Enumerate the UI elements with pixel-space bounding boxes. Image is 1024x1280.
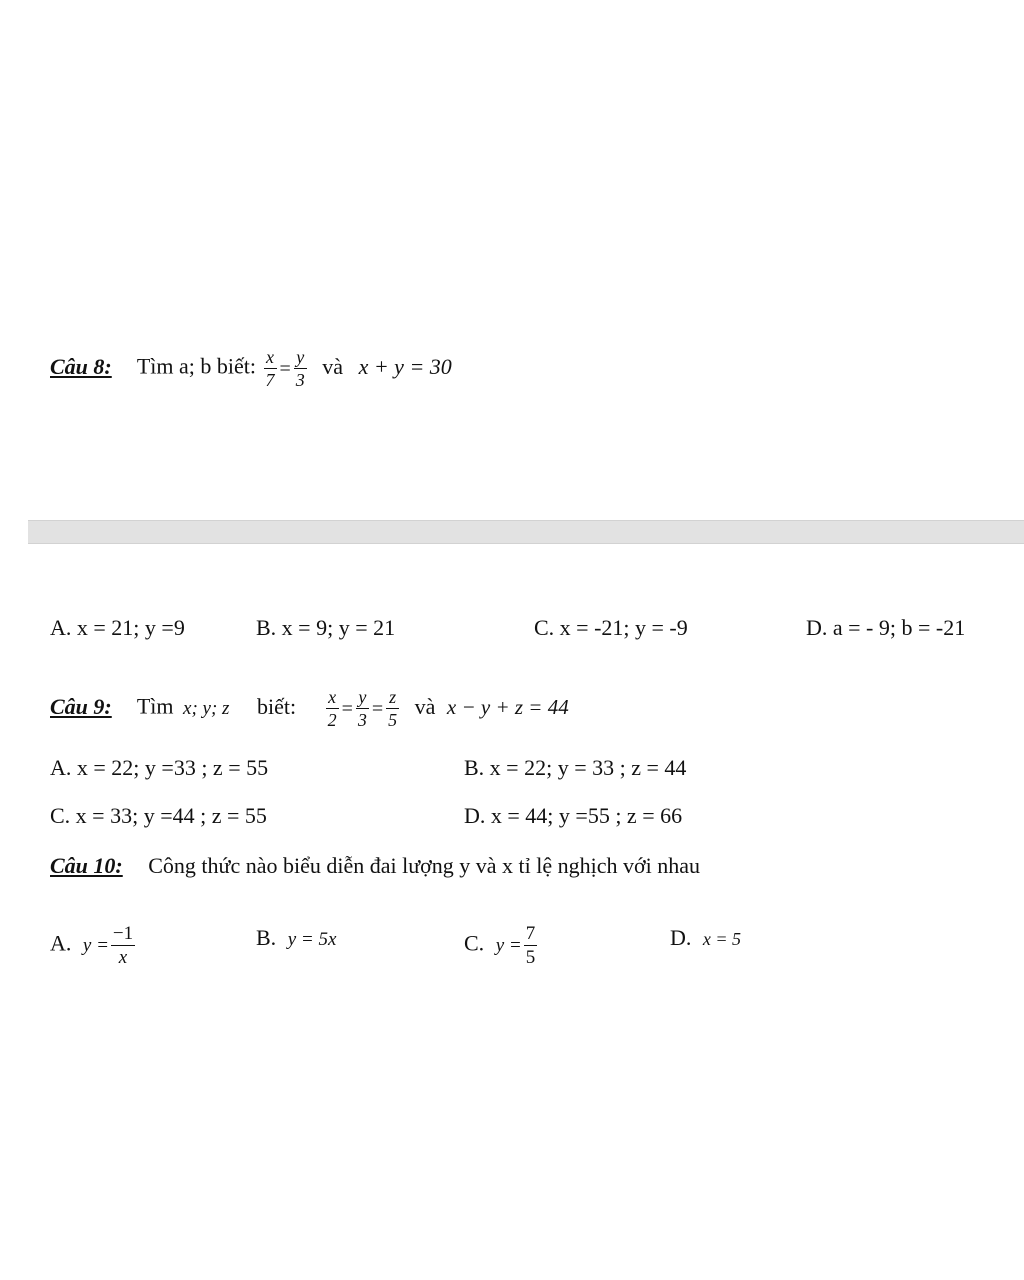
fraction-x-over-7: $\frac{x}{7}$ [265, 347, 275, 390]
q9-option-a: A. x = 22; y =33 ; z = 55 [50, 755, 269, 780]
page-separator [28, 520, 1024, 544]
q8-option-a: A. x = 21; y =9 [50, 615, 185, 640]
q10-option-a: A. y = $\frac{-1}{x}$ [50, 923, 134, 968]
conjunction-va: và [322, 353, 344, 379]
condition-expression: x − y + z = 44 [446, 694, 569, 719]
question-10 [50, 852, 700, 880]
q10-option-d: D. x = 5 [670, 925, 742, 950]
question-10-label: Câu 10: [50, 853, 123, 878]
condition-sum: x + y = 30 [358, 353, 452, 379]
q9-option-d: D. x = 44; y =55 ; z = 66 [464, 803, 683, 828]
conjunction-va: và [414, 693, 436, 719]
q10-option-b: B. y = 5x [256, 925, 337, 950]
question-9: Câu 9: Tìm x; y; z biết: $\frac{x}{2}$ = $\frac{y}{3}$ = $\frac{z}{5}$ và x − y + z = 44 [50, 687, 569, 730]
question-9-vars: x; y; z [183, 697, 230, 719]
fraction-z-over-5: $\frac{z}{5}$ [388, 687, 398, 730]
q8-option-c: C. x = -21; y = -9 [534, 615, 688, 640]
q10-option-c: C. y = $\frac{7}{5}$ [464, 923, 536, 968]
fraction-minus-1-over-x: $\frac{-1}{x}$ [112, 923, 134, 968]
q9-option-c: C. x = 33; y =44 ; z = 55 [50, 803, 267, 828]
fraction-x-over-2: $\frac{x}{2}$ [327, 687, 337, 730]
fraction-7-over-5: $\frac{7}{5}$ [525, 923, 536, 968]
question-9-label: Câu 9: [50, 693, 112, 719]
question-8: Câu 8: Tìm a; b biết: $\frac{x}{7}$ = $\frac{y}{3}$ và x + y = 30 [50, 347, 452, 390]
question-8-label: Câu 8: [50, 353, 112, 379]
question-8-text: Tìm a; b biết: [136, 353, 257, 379]
question-9-text-2: biết: [256, 693, 297, 719]
question-9-text: Tìm [136, 693, 174, 719]
fraction-y-over-3: $\frac{y}{3}$ [357, 687, 367, 730]
question-10-text: Công thức nào biểu diễn đai lượng y và x tỉ lệ nghịch với nhau [148, 853, 701, 878]
q8-option-d: D. a = - 9; b = -21 [806, 615, 966, 640]
fraction-y-over-3: $\frac{y}{3}$ [295, 347, 305, 390]
q9-option-b: B. x = 22; y = 33 ; z = 44 [464, 755, 687, 780]
q8-option-b: B. x = 9; y = 21 [256, 615, 396, 640]
